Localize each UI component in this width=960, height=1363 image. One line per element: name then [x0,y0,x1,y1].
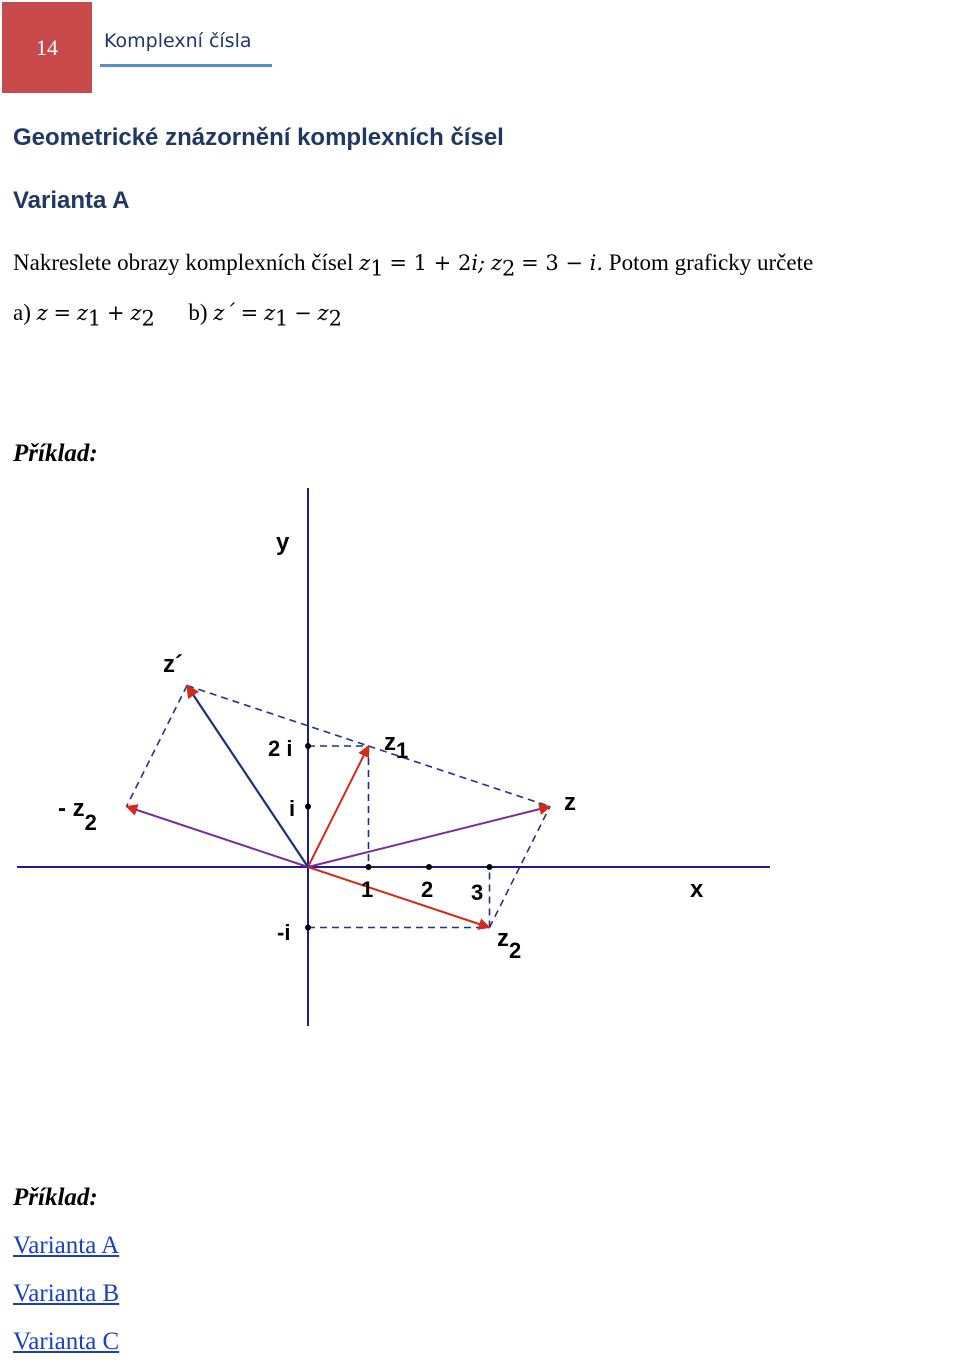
tick-dots [305,743,493,931]
vector-z-prime [187,686,308,868]
y-axis-label: y [276,529,290,556]
label-z1-sub: 1 [396,738,409,763]
item-b-eq: = [240,301,259,325]
item-b-z1: z [263,301,276,325]
z2-imag-unit: i. [589,251,604,275]
z2-symbol: z [490,251,502,275]
tick-dot-x2 [426,864,432,870]
label-minus-z2-sub: 2 [84,810,97,835]
separator: ; [478,251,486,275]
z2-subscript: 2 [501,256,516,281]
item-a-z2-sub: 2 [141,306,155,331]
tick-dot-ym1 [305,925,311,931]
label-z2-sub: 2 [509,938,522,963]
label-z-prime: z´ [163,651,183,678]
tick-label-x3: 3 [471,880,484,905]
label-z1-name: z [384,729,396,756]
tick-dot-x3 [487,864,493,870]
tick-dot-y2 [305,743,311,749]
link-varianta-c[interactable]: Varianta C [13,1328,120,1355]
tick-dot-x1 [366,864,372,870]
item-a-plus: + [107,301,125,325]
task-intro: Nakreslete obrazy komplexních čísel [13,250,354,275]
variant-heading: Varianta A [13,187,130,214]
chapter-title: Komplexní čísla [104,30,252,52]
x-axis-label: x [690,876,704,903]
task-outro: Potom graficky určete [608,250,814,275]
item-b-z2: z [317,301,329,325]
item-a-z2: z [130,301,142,325]
page-number-badge [2,2,92,93]
vector-z1 [308,746,369,867]
vector-minus-z2 [127,807,309,868]
page-number: 14 [36,34,58,60]
task-paragraph [13,250,813,281]
z1-symbol: z [359,251,371,275]
vector-z2 [308,867,490,928]
label-minus-z2-name: - z [58,795,85,822]
z1-imag-unit: i [471,251,479,275]
tick-dot-y1 [305,804,311,810]
tick-label-y1: i [289,796,296,821]
link-varianta-b[interactable]: Varianta B [13,1280,120,1307]
item-b-z2-sub: 2 [328,306,342,331]
item-a-z1: z [76,301,88,325]
item-a-eq: = [53,301,72,325]
item-b-z: z´ [213,301,235,325]
example-label-1: Příklad: [13,440,98,467]
tick-label-x2: 2 [421,877,434,902]
section-title: Geometrické znázornění komplexních čísel [13,124,504,151]
z1-subscript: 1 [370,256,384,281]
dash-zprime-to-minus-z2 [127,686,188,807]
item-b-minus: − [294,301,312,325]
tick-label-x1: 1 [361,877,374,902]
item-b-z1-sub: 1 [275,306,289,331]
chapter-underline [100,64,272,67]
item-a-z1-sub: 1 [87,306,102,331]
item-a-label: a) [13,300,31,325]
item-b-label: b) [188,300,208,325]
label-z2-name: z [497,925,509,952]
vector-z [308,807,550,868]
tick-label-ym1: -i [277,920,291,945]
z2-value: = 3 − [521,251,590,275]
task-items [13,300,342,331]
label-z: z [564,789,576,816]
label-z2 [497,925,521,963]
label-z1 [384,729,408,763]
tick-label-y2: 2 i [268,736,293,761]
label-minus-z2 [58,795,97,835]
z1-value: = 1 + 2 [389,251,472,275]
link-varianta-a[interactable]: Varianta A [13,1232,120,1259]
item-a-z: z [36,301,48,325]
complex-plane-diagram [0,480,800,1040]
example-label-2: Příklad: [13,1184,98,1211]
